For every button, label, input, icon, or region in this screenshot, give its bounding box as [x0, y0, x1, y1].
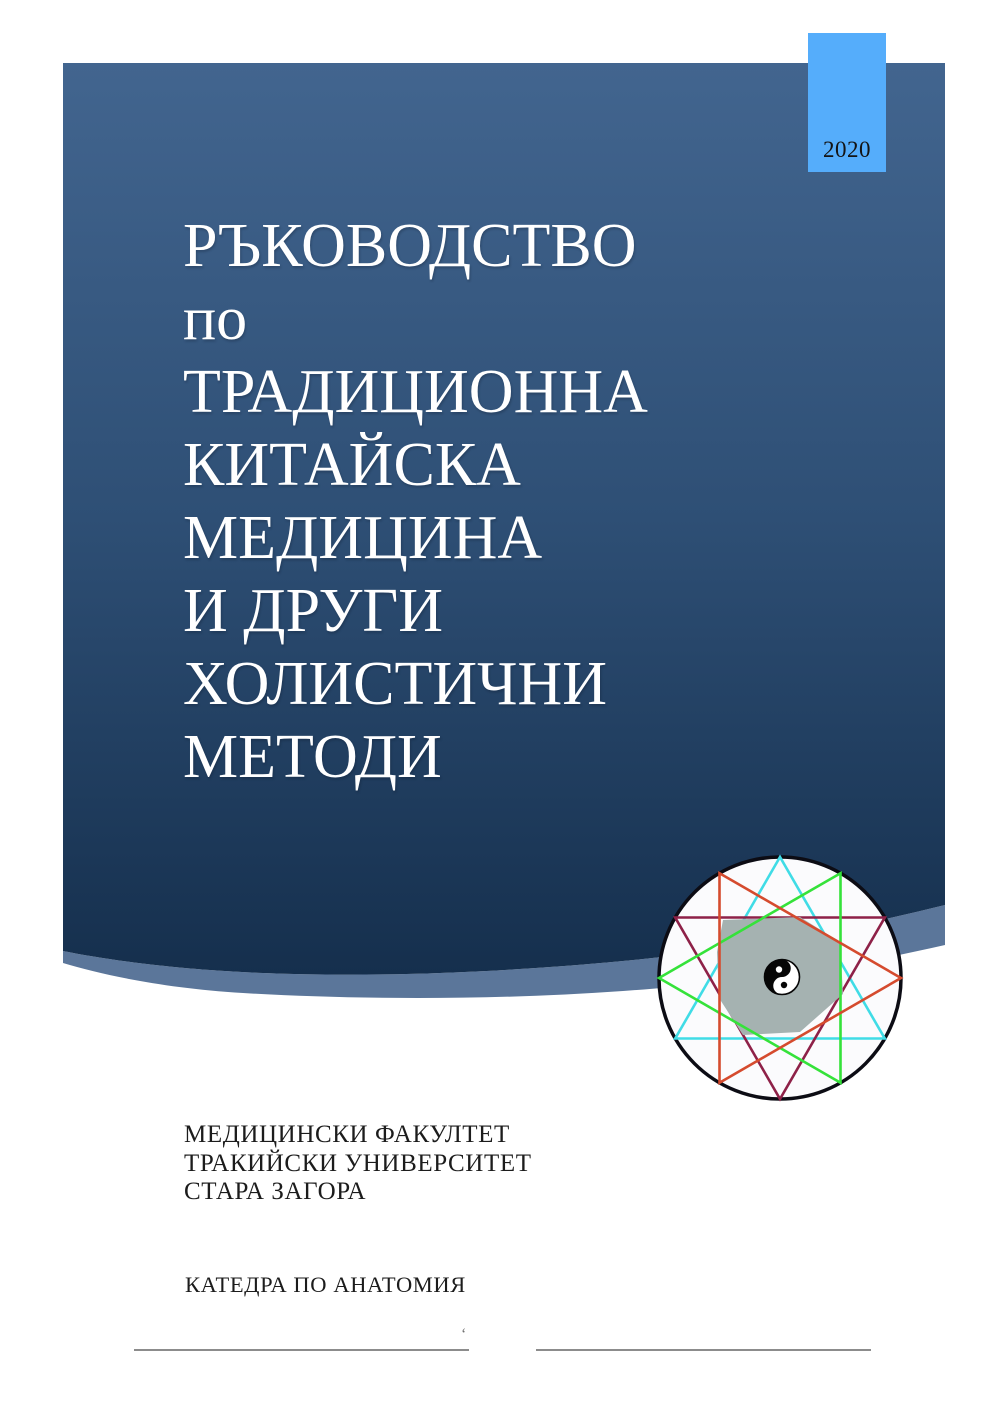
department-label: КАТЕДРА ПО АНАТОМИЯ: [185, 1272, 466, 1297]
footnote-mark: ‘: [461, 1326, 467, 1343]
title-line: ТРАДИЦИОННА: [183, 358, 648, 426]
title-line: КИТАЙСКА: [183, 431, 521, 499]
footer-rule-left: [134, 1349, 469, 1351]
title-line: РЪКОВОДСТВО: [183, 212, 637, 280]
institution-block: [184, 1121, 704, 1207]
institution-line: МЕДИЦИНСКИ ФАКУЛТЕТ: [184, 1121, 510, 1148]
institution-line: ТРАКИЙСКИ УНИВЕРСИТЕТ: [184, 1149, 532, 1177]
title-line: МЕТОДИ: [183, 723, 442, 791]
title-line: И ДРУГИ: [183, 577, 444, 645]
title-line: ХОЛИСТИЧНИ: [183, 650, 607, 718]
year-tab: [808, 33, 886, 172]
emblem-logo: [655, 853, 905, 1103]
cover-title: [183, 210, 783, 794]
yin-yang-icon: [765, 960, 800, 995]
title-line: МЕДИЦИНА: [183, 504, 543, 572]
year-label: 2020: [823, 137, 871, 162]
title-line: по: [183, 285, 248, 353]
institution-line: СТАРА ЗАГОРА: [184, 1178, 367, 1205]
footer-rule-right: [536, 1349, 871, 1351]
